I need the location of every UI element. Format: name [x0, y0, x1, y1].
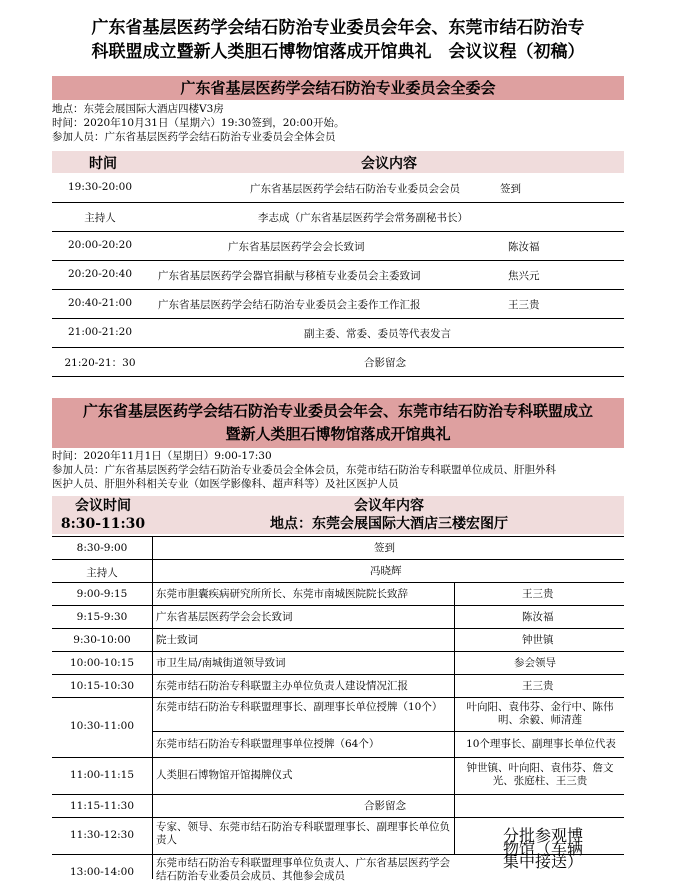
section2-time: 时间：2020年11月1日（星期日）9:00-17:30: [52, 450, 272, 462]
row-time: 11:30-12:30: [69, 829, 135, 841]
row-person: 钟世镇、叶向阳、袁伟芬、詹文光、张庭柱、王三贵: [466, 762, 614, 787]
section1-time: 时间：2020年10月31日（星期六）19:30签到，20:00开始。: [52, 117, 345, 129]
row-person: 焦兴元: [508, 270, 540, 282]
row-content: 合影留念: [364, 800, 406, 812]
table-row: [52, 606, 624, 629]
section2-table-header: [52, 496, 624, 534]
table-row: [52, 583, 624, 606]
section1-table-header: [52, 151, 624, 173]
page-title: [0, 16, 676, 64]
row-person: 参会领导: [514, 657, 556, 669]
row-time: 11:15-11:30: [69, 800, 135, 812]
row-person: 王三贵: [522, 680, 554, 692]
row-time: 8:30-9:00: [76, 542, 128, 554]
row-content: 签到: [374, 542, 395, 554]
row-content: 广东省基层医药学会会长致词: [228, 241, 365, 253]
section2-header-location: 地点：东莞会展国际大酒店三楼宏图厅: [270, 516, 508, 532]
row-content: 广东省基层医药学会结石防治专业委员会主委作工作汇报: [158, 299, 421, 311]
row-content: 东莞市结石防治专科联盟理事单位负责人、广东省基层医药学会结石防治专业委员会成员、其他参会成员: [156, 857, 450, 882]
row-time: 10:15-10:30: [69, 680, 135, 692]
row-person: 陈汝福: [522, 611, 554, 623]
row-content: 广东省基层医药学会器官捐献与移植专业委员会主委致词: [158, 270, 421, 282]
section2-header-content-cell: [154, 497, 624, 533]
row-content: 广东省基层医药学会会长致词: [156, 611, 293, 623]
row-content: 东莞市结石防治专科联盟主办单位负责人建设情况汇报: [156, 680, 408, 692]
page-title-line1: 广东省基层医药学会结石防治专业委员会年会、东莞市结石防治专: [91, 18, 585, 38]
row-content: 专家、领导、东莞市结石防治专科联盟理事长、副理事长单位负责人: [156, 821, 450, 846]
row-person: 王三贵: [522, 588, 554, 600]
table-row: [52, 202, 624, 232]
table-row: [52, 675, 624, 698]
section1-header-content: 会议内容: [361, 156, 417, 172]
table-row: [52, 289, 624, 319]
row-content: 院士致词: [156, 634, 198, 646]
table-row: [52, 260, 624, 290]
row-time: 20:00-20:20: [67, 239, 133, 251]
row-content: 副主委、常委、委员等代表发言: [304, 328, 451, 340]
row-person: 10个理事长、副理事长单位代表: [466, 738, 616, 750]
row-time: 11:00-11:15: [69, 769, 135, 781]
table-row: [52, 231, 624, 261]
row-time: 13:00-14:00: [69, 866, 135, 878]
row-content: 人类胆石博物馆开馆揭牌仪式: [156, 769, 293, 781]
table-row: [52, 173, 624, 203]
sub-row-divider: [152, 731, 624, 732]
section2-header-content: 会议年内容: [354, 498, 424, 514]
section2-banner-line1: 广东省基层医药学会结石防治专业委员会年会、东莞市结石防治专科联盟成立: [82, 402, 593, 420]
row-time: 9:30-10:00: [73, 634, 131, 646]
table-row: [52, 855, 624, 882]
table-row: [52, 652, 624, 675]
table-row: [52, 347, 624, 377]
row-time: 20:20-20:40: [67, 268, 133, 280]
row-content: 李志成（广东省基层医药学会常务副秘书长）: [258, 212, 468, 224]
section1-header-time: 时间: [89, 156, 117, 172]
section1-attendees: 参加人员：广东省基层医药学会结石防治专业委员会全体会员: [52, 131, 336, 143]
row-content: 市卫生局/南城街道领导致词: [156, 657, 286, 669]
section2-banner-line2: 暨新人类胆石博物馆落成开馆典礼: [225, 425, 451, 443]
row-content: 广东省基层医药学会结石防治专业委员会会员: [250, 183, 460, 195]
section2-attendees-1: 参加人员：广东省基层医药学会结石防治专业委员会全体会员，东莞市结石防治专科联盟单位成员、肝胆外科: [52, 464, 556, 476]
section1-location: 地点：东莞会展国际大酒店四楼V3房: [52, 103, 224, 115]
section2-banner: [52, 398, 624, 448]
row-time: 9:00-9:15: [76, 588, 128, 600]
row-time: 19:30-20:00: [67, 181, 133, 193]
section2-header-time-cell: [52, 497, 154, 533]
row-time: 主持人: [86, 567, 118, 579]
table-row: [52, 795, 624, 818]
row-content: 东莞市结石防治专科联盟理事单位授牌（64个）: [156, 738, 380, 750]
row-time: 10:30-11:00: [69, 720, 135, 732]
row-person: 陈汝福: [508, 241, 540, 253]
row-person: 分批参观博物馆（车辆集中接送）: [502, 826, 583, 871]
row-content: 冯晓辉: [370, 565, 402, 577]
row-time: 主持人: [84, 212, 116, 224]
section2-header-time: 会议时间: [75, 498, 131, 514]
section1-banner: 广东省基层医药学会结石防治专业委员会全委会: [52, 76, 624, 100]
row-time: 21:00-21:20: [67, 326, 133, 338]
page-title-line2: 科联盟成立暨新人类胆石博物馆落成开馆典礼 会议议程（初稿）: [91, 42, 585, 62]
row-person: 签到: [500, 183, 521, 195]
row-content: 东莞市结石防治专科联盟理事长、副理事长单位授牌（10个）: [156, 701, 443, 713]
row-person: 王三贵: [508, 299, 540, 311]
table-row: [52, 560, 624, 583]
table-row: [52, 758, 624, 795]
section2-header-time-range: 8:30-11:30: [60, 516, 146, 532]
section2-attendees-2: 医护人员、肝胆外科相关专业（如医学影像科、超声科等）及社区医护人员: [52, 478, 399, 490]
row-content: 合影留念: [364, 357, 406, 369]
row-time: 9:15-9:30: [76, 611, 128, 623]
row-person: 钟世镇: [522, 634, 554, 646]
row-time: 10:00-10:15: [69, 657, 135, 669]
row-time: 20:40-21:00: [67, 297, 133, 309]
table-row: [52, 629, 624, 652]
table-row: [52, 537, 624, 560]
row-time: 21:20-21：30: [64, 357, 136, 369]
table-row: [52, 318, 624, 348]
section2-table: [52, 536, 624, 882]
table-row: [52, 698, 624, 758]
row-content: 东莞市胆囊疾病研究所所长、东莞市南城医院院长致辞: [156, 588, 408, 600]
row-person: 叶向阳、袁伟芬、金行中、陈伟明、余毅、师清莲: [466, 701, 614, 726]
